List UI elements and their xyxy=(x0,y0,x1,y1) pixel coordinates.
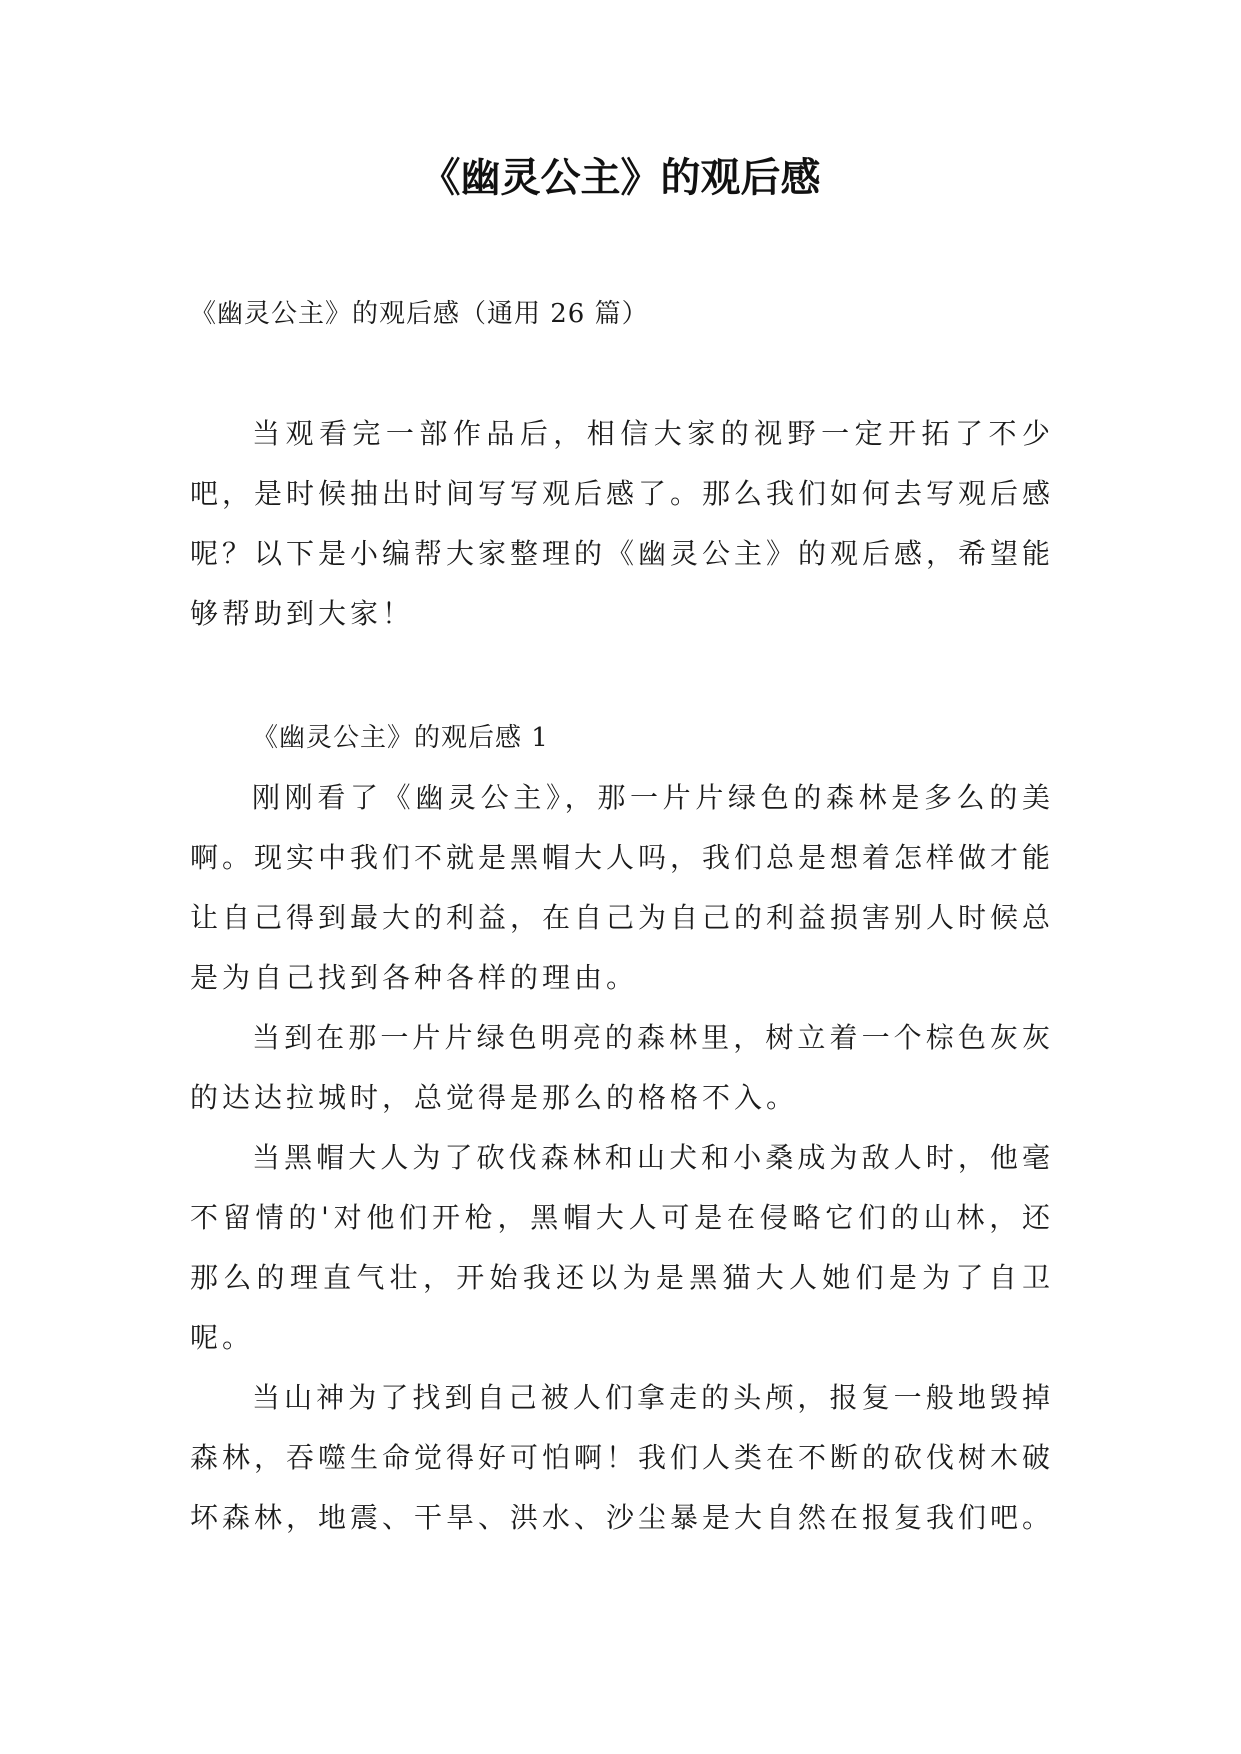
body-paragraph: 当山神为了找到自己被人们拿走的头颅，报复一般地毁掉森林，吞噬生命觉得好可怕啊！我们人类在不断的砍伐树木破坏森林，地震、干旱、洪水、沙尘暴是大自然在报复我们吧。 xyxy=(190,1381,1055,1534)
intro-paragraph: 当观看完一部作品后，相信大家的视野一定开拓了不少吧，是时候抽出时间写写观后感了。那么我们如何去写观后感呢？以下是小编帮大家整理的《幽灵公主》的观后感，希望能够帮助到大家！ xyxy=(190,417,1055,630)
paragraph-gap xyxy=(190,644,1054,708)
body-paragraph: 当到在那一片片绿色明亮的森林里，树立着一个棕色灰灰的达达拉城时，总觉得是那么的格格不入。 xyxy=(190,1021,1054,1114)
section-heading: 《幽灵公主》的观后感 1 xyxy=(252,723,549,753)
body-paragraph: 刚刚看了《幽灵公主》，那一片片绿色的森林是多么的美啊。现实中我们不就是黑帽大人吗，我们总是想着怎样做才能让自己得到最大的利益，在自己为自己的利益损害别人时候总是为自己找到各种各样的理由。 xyxy=(190,781,1055,994)
document-body xyxy=(190,404,1054,1548)
document-title: 《幽灵公主》的观后感 xyxy=(420,155,821,201)
body-paragraph: 当黑帽大人为了砍伐森林和山犬和小桑成为敌人时，他毫不留情的'对他们开枪，黑帽大人可是在侵略它们的山林，还那么的理直气壮，开始我还以为是黑猫大人她们是为了自卫呢。 xyxy=(190,1141,1054,1354)
document-subtitle: 《幽灵公主》的观后感（通用 26 篇） xyxy=(190,299,649,329)
